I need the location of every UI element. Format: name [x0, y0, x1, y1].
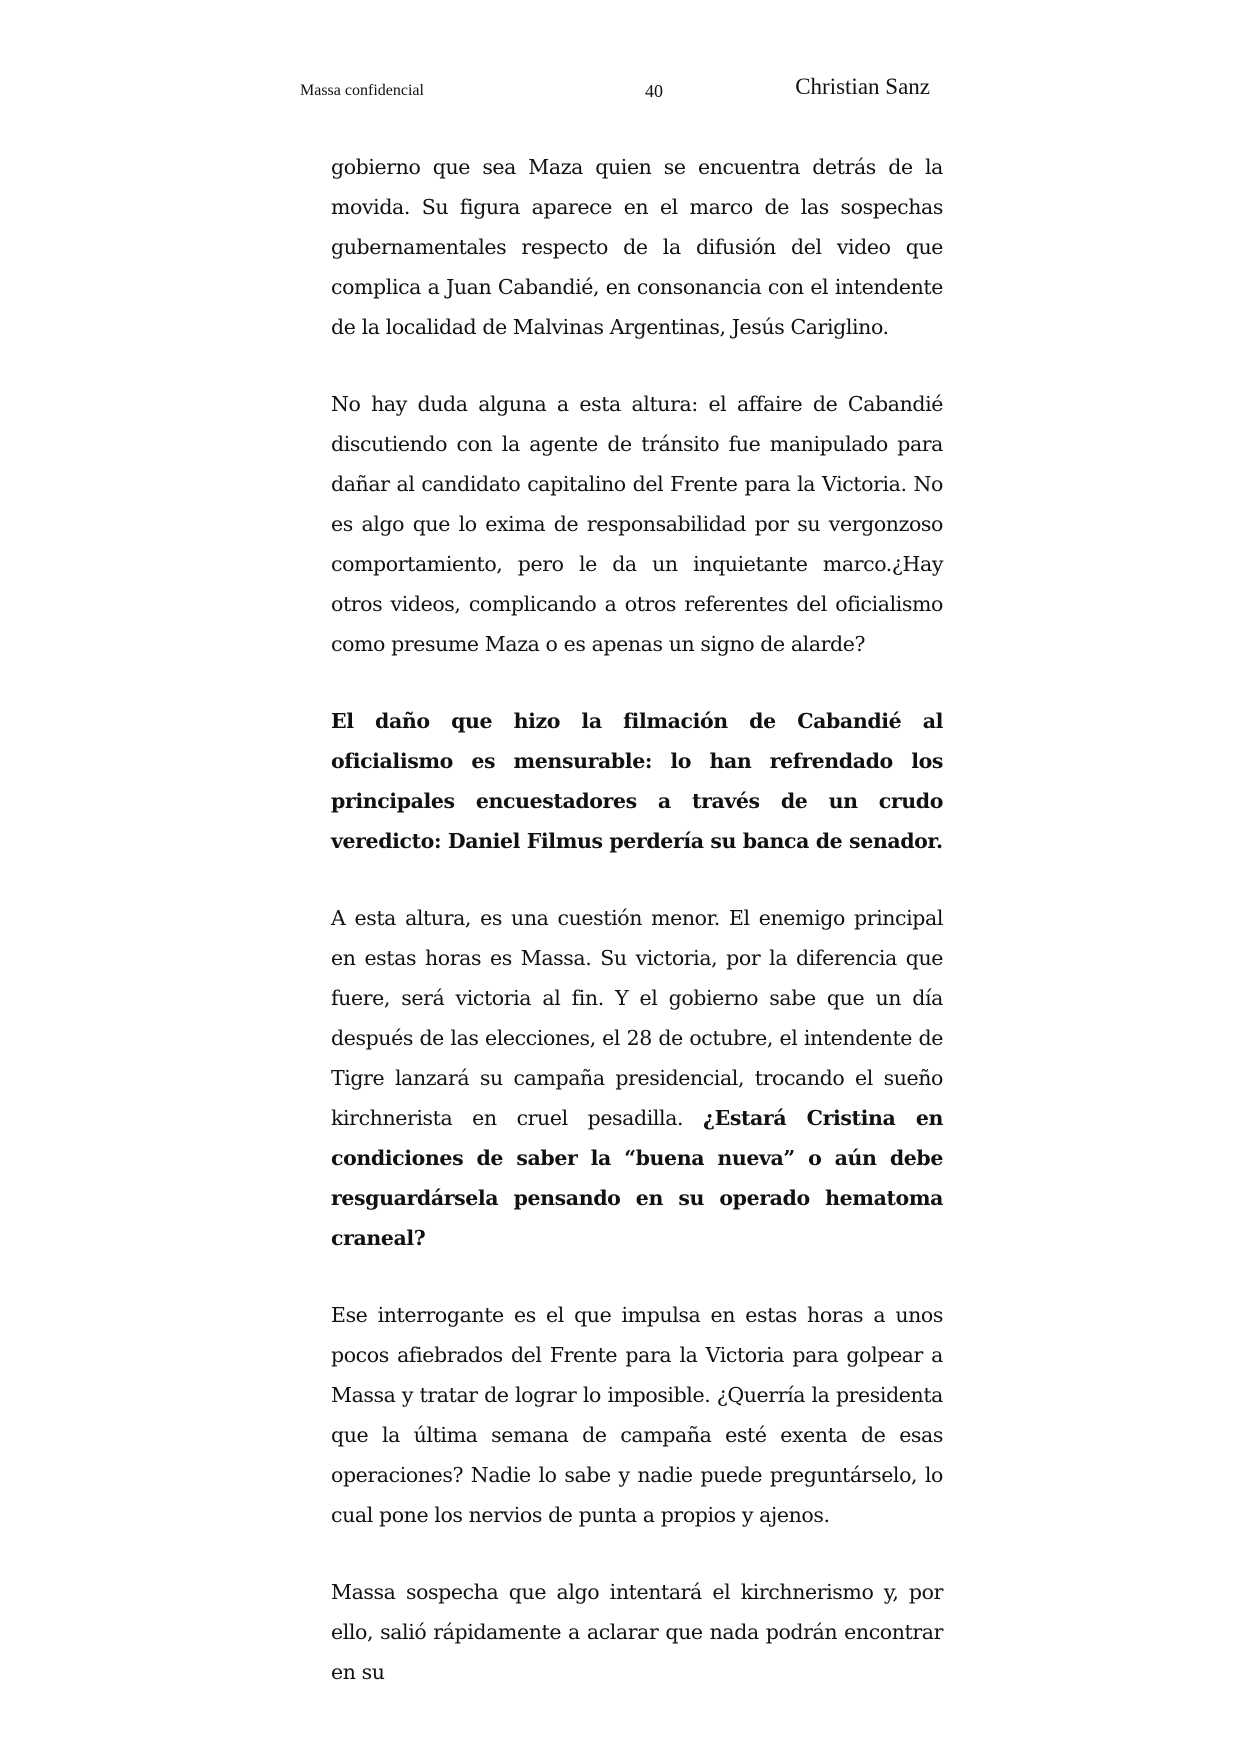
- paragraph-1: gobierno que sea Maza quien se encuentra detrás de la movida. Su figura aparece en el marco de las sospechas gubernamentales respecto de la difusión del video que complica a Juan Cabandié, en consonancia con el intendente de la localidad de Malvinas Argentinas, Jesús Cariglino.: [331, 155, 943, 339]
- paragraph-2: No hay duda alguna a esta altura: el affaire de Cabandié discutiendo con la agente de tránsito fue manipulado para dañar al candidato capitalino del Frente para la Victoria. No es algo que lo exima de responsabilidad por su vergonzoso comportamiento, pero le da un inquietante marco.¿Hay otros videos, complicando a otros referentes del oficialismo como presume Maza o es apenas un signo de alarde?: [331, 392, 943, 656]
- paragraph-3-bold: El daño que hizo la filmación de Cabandié al oficialismo es mensurable: lo han refrendado los principales encuestadores a través de un crudo veredicto: Daniel Filmus perdería su banca de senador.: [331, 709, 943, 853]
- paragraph-4-text: A esta altura, es una cuestión menor. El enemigo principal en estas horas es Massa. Su victoria, por la diferencia que fuere, será victoria al fin. Y el gobierno sabe que un día después de las elecciones, el 28 de octubre, el intendente de Tigre lanzará su campaña presidencial, trocando el sueño kirchnerista en cruel pesadilla.: [331, 906, 943, 1130]
- paragraph-4: [331, 898, 943, 1258]
- paragraph-5: Ese interrogante es el que impulsa en estas horas a unos pocos afiebrados del Frente para la Victoria para golpear a Massa y tratar de lograr lo imposible. ¿Querría la presidenta que la última semana de campaña esté exenta de esas operaciones? Nadie lo sabe y nadie puede preguntárselo, lo cual pone los nervios de punta a propios y ajenos.: [331, 1303, 943, 1527]
- book-title: Massa confidencial: [300, 82, 424, 99]
- author-name: Christian Sanz: [795, 74, 930, 99]
- paragraph-4-bold-question: ¿Estará Cristina en condiciones de saber la “buena nueva” o aún debe resguardársela pensando en su operado hematoma craneal?: [331, 1106, 943, 1250]
- page-number: 40: [645, 81, 663, 101]
- page-header: [300, 74, 940, 106]
- body-text: [331, 147, 943, 1729]
- paragraph-6: Massa sospecha que algo intentará el kirchnerismo y, por ello, salió rápidamente a aclarar que nada podrán encontrar en su: [331, 1580, 943, 1684]
